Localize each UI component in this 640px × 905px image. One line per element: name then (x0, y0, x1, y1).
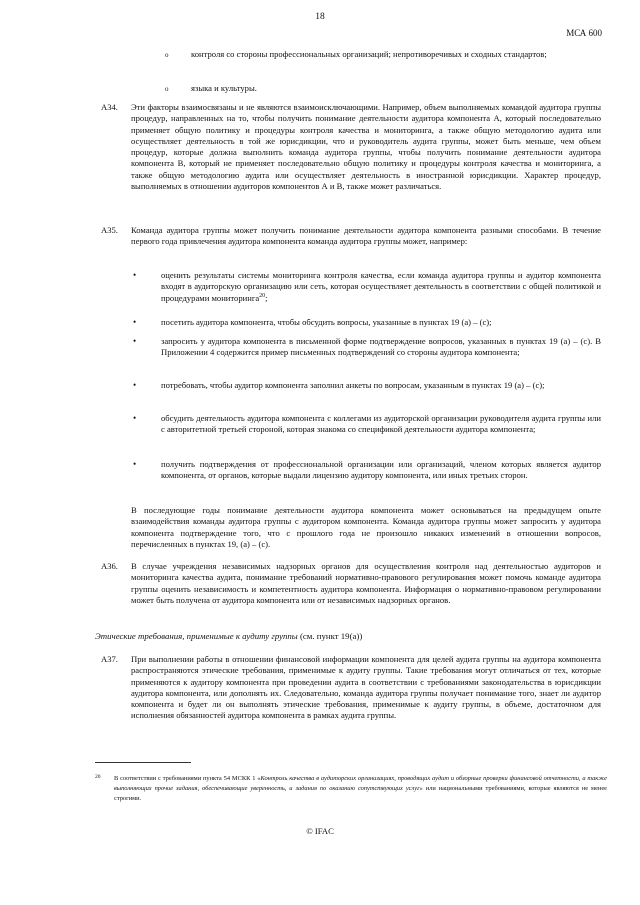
circle-bullet-icon: o (165, 51, 169, 59)
paragraph-text: При выполнении работы в отношении финансовой информации компонента для целей аудита группы на аудитора компонента распространяются этические требования, применимые к аудиту группы. Такие требования могут отличаться от тех, которые применяются к аудитору компонента при проведении аудита в соответствии с требованиями законодательства в юрисдикции аудитора компонента, или дополнять их. Следовательно, команда аудитора группы получает понимание того, знает ли аудитор компонента и будет ли он выполнять этические требования, применимые к аудиту группы, в объеме, достаточном для исполнения обязанностей аудитора компонента в рамках аудита группы. (131, 654, 601, 721)
list-item-text: обсудить деятельность аудитора компонента с коллегами из аудиторской организации руководителя аудита группы или с авторитетной третьей стороной, которая знакома со спецификой деятельности аудитора компонента; (161, 413, 601, 435)
footnote-divider (95, 762, 191, 763)
standard-code: МСА 600 (566, 28, 602, 38)
footnote-text: В соответствии с требованиями пункта 54 МСКК 1 «Контроль качества в аудиторских организациях, проводящих аудит и обзорные проверки финансовой отчетности, а также выполняющих прочие задания, обеспечивающие уверенность, и задания по оказанию сопутствующих услуг» или национальными требованиями, которые являются не менее строгими. (114, 775, 608, 802)
list-item-text: потребовать, чтобы аудитор компонента заполнил анкеты по вопросам, указанным в пунктах 19 (а) – (с); (161, 380, 545, 390)
paragraph-text: Команда аудитора группы может получить понимание деятельности аудитора компонента разными способами. В течение первого года привлечения аудитора компонента команда аудитора группы может, например: (131, 225, 601, 247)
paragraph-text: В последующие годы понимание деятельности аудитора компонента может основываться на предыдущем опыте взаимодействия команды аудитора группы с аудитором компонента. Команда аудитора группы может запросить у аудитора компонента подтверждение того, что с прошлого года не произошло никаких изменений в отношении вопросов, перечисленных в пунктах 19, (а) – (с). (131, 505, 601, 549)
footnote-mark: 20 (95, 774, 101, 780)
paragraph-label: A36. (101, 561, 118, 571)
copyright: © IFAC (306, 826, 334, 836)
list-item-text: запросить у аудитора компонента в письменной форме подтверждение вопросов, указанных в пунктах 19 (а) – (с). В Приложении 4 содержится пример письменных подтверждений со стороны аудитора компонента; (161, 336, 601, 358)
bullet-icon: • (133, 413, 137, 423)
paragraph-label: A37. (101, 654, 118, 664)
circle-bullet-icon: o (165, 85, 169, 93)
bullet-icon: • (133, 270, 137, 280)
paragraph-label: A35. (101, 225, 118, 235)
paragraph-text: В случае учреждения независимых надзорных органов для осуществления контроля над деятельностью аудиторов и мониторинга качества аудита, понимание требований нормативно-правового регулирования может помочь команде аудитора группы оценить независимость и компетентность аудитора компонента. Информация о нормативно-правовом регулировании может быть получена от аудитора компонента или от независимых надзорных органов. (131, 561, 601, 605)
bullet-icon: • (133, 317, 137, 327)
paragraph-label: A34. (101, 102, 118, 112)
bullet-icon: • (133, 336, 137, 346)
section-heading: Этические требования, применимые к аудиту группы (см. пункт 19(а)) (95, 631, 363, 641)
list-item-text: оценить результаты системы мониторинга контроля качества, если команда аудитора группы и аудитор компонента входят в аудиторскую организацию или сеть, которая осуществляет деятельность в соответствии с общей политикой и процедурами мониторинга$^{20}$; (161, 270, 601, 303)
list-item-text: посетить аудитора компонента, чтобы обсудить вопросы, указанные в пунктах 19 (а) – (с); (161, 317, 492, 327)
list-item-text: языка и культуры. (191, 83, 257, 93)
page-number: 18 (315, 12, 325, 22)
bullet-icon: • (133, 459, 137, 469)
list-item-text: получить подтверждения от профессиональной организации или организаций, членом которых является аудитор компонента, от органов, которые выдали лицензию аудитору компонента, или иных третьих сторон. (161, 459, 601, 481)
list-item-text: контроля со стороны профессиональных организаций; непротиворечивых и сходных стандартов; (191, 49, 547, 59)
footnote-ref: 20 (259, 292, 266, 299)
paragraph-text: Эти факторы взаимосвязаны и не являются взаимоисключающими. Например, объем выполняемых командой аудитора группы процедур, направленных на то, чтобы получить понимание деятельности аудитора компонента А, который последовательно применяет общую политику и процедуры контроля качества и мониторинга, а также общую методологию аудита или осуществляет деятельность в той же юрисдикции, что и руководитель аудита группы, может быть меньше, чем объем процедур, которые должна выполнить команда аудитора группы, чтобы получить понимание деятельности аудитора компонента В, который не применяет последовательно общую политику и процедуры контроля качества и мониторинга, а также общую методологию аудита или осуществляет деятельность в иностранной юрисдикции. Характер процедур, выполняемых в отношении аудиторов компонентов А и В, также может различаться. (131, 102, 601, 192)
bullet-icon: • (133, 380, 137, 390)
